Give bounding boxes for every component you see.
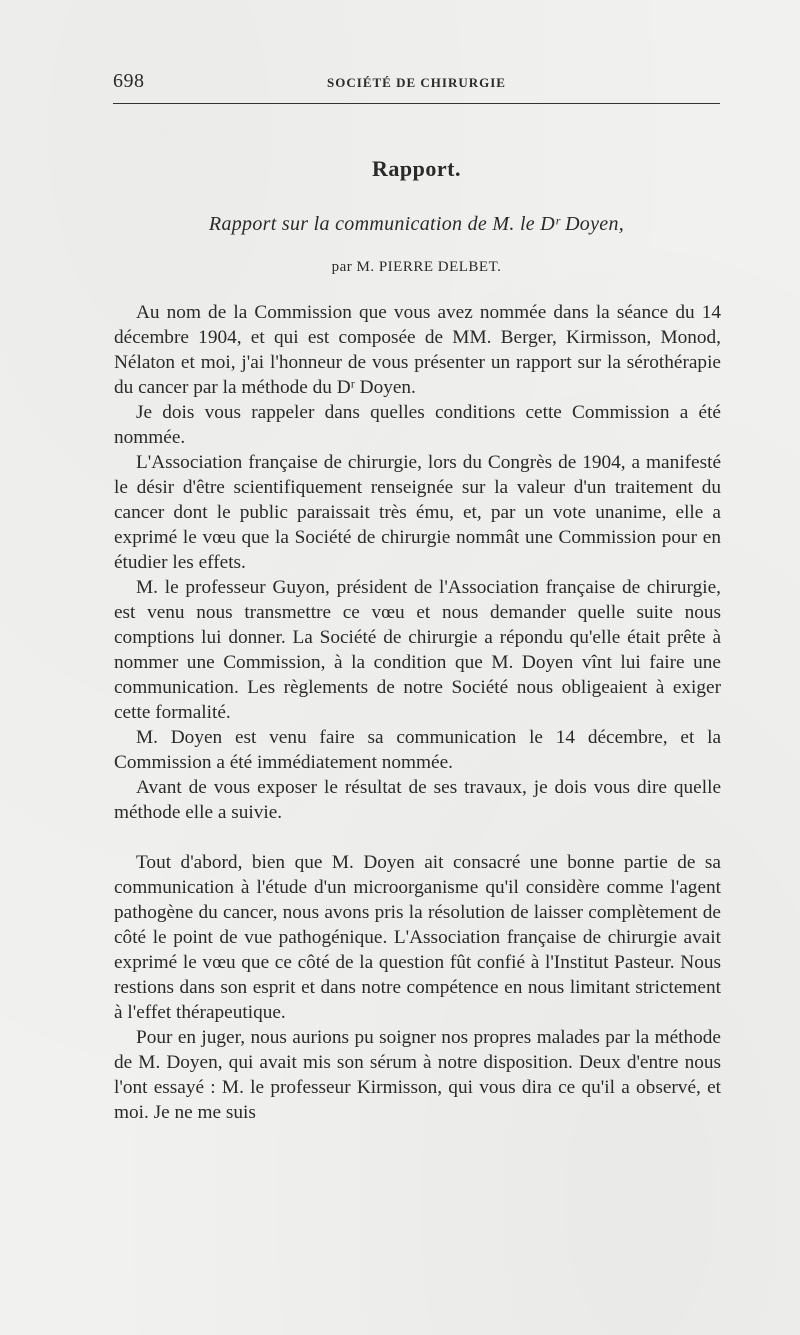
page-number: 698 <box>113 70 145 92</box>
paragraph-7: Tout d'abord, bien que M. Doyen ait consacré une bonne partie de sa communication à l'étude d'un microorganisme qu'il considère comme l'agent pathogène du cancer, nous avons pris la résolution de laisser complètement de côté le point de vue pathogénique. L'Association française de chirurgie avait exprimé le vœu que ce côté de la question fût confié à l'Institut Pasteur. Nous restions dans son esprit et dans notre compétence en nous limitant strictement à l'effet thérapeutique. <box>114 852 721 1023</box>
report-subtitle: Rapport sur la communication de M. le Dʳ Doyen, <box>208 213 625 235</box>
page-header <box>113 70 720 98</box>
section-title: Rapport. <box>372 156 461 181</box>
running-title: SOCIÉTÉ DE CHIRURGIE <box>327 75 506 90</box>
paragraph-4: M. le professeur Guyon, président de l'Association française de chirurgie, est venu nous transmettre ce vœu et nous demander quelle suite nous comptions lui donner. La Société de chirurgie a répondu qu'elle était prête à nommer une Commission, à la condition que M. Doyen vînt lui faire une communication. Les règlements de notre Société nous obligeaient à exiger cette formalité. <box>114 577 721 723</box>
paragraph-2: Je dois vous rappeler dans quelles conditions cette Commission a été nommée. <box>114 402 721 448</box>
paragraph-5: M. Doyen est venu faire sa communication le 14 décembre, et la Commission a été immédiatement nommée. <box>114 727 721 773</box>
paragraph-3: L'Association française de chirurgie, lors du Congrès de 1904, a manifesté le désir d'être scientifiquement renseignée sur la valeur d'un traitement du cancer dont le public paraissait très ému, et, par un vote unanime, elle a exprimé le vœu que la Société de chirurgie nommât une Commission pour en étudier les effets. <box>114 452 721 573</box>
paragraph-8: Pour en juger, nous aurions pu soigner nos propres malades par la méthode de M. Doyen, qui avait mis son sérum à notre disposition. Deux d'entre nous l'ont essayé : M. le professeur Kirmisson, qui vous dira ce qu'il a observé, et moi. Je ne me suis <box>114 1027 721 1123</box>
paragraph-1: Au nom de la Commission que vous avez nommée dans la séance du 14 décembre 1904, et qui est composée de MM. Berger, Kirmisson, Monod, Nélaton et moi, j'ai l'honneur de vous présenter un rapport sur la sérothérapie du cancer par la méthode du Dʳ Doyen. <box>114 302 721 398</box>
body-text <box>114 300 721 1125</box>
header-rule <box>113 103 720 104</box>
paragraph-6: Avant de vous exposer le résultat de ses travaux, je dois vous dire quelle méthode elle a suivie. <box>114 777 721 823</box>
byline: par M. PIERRE DELBET. <box>331 259 502 275</box>
